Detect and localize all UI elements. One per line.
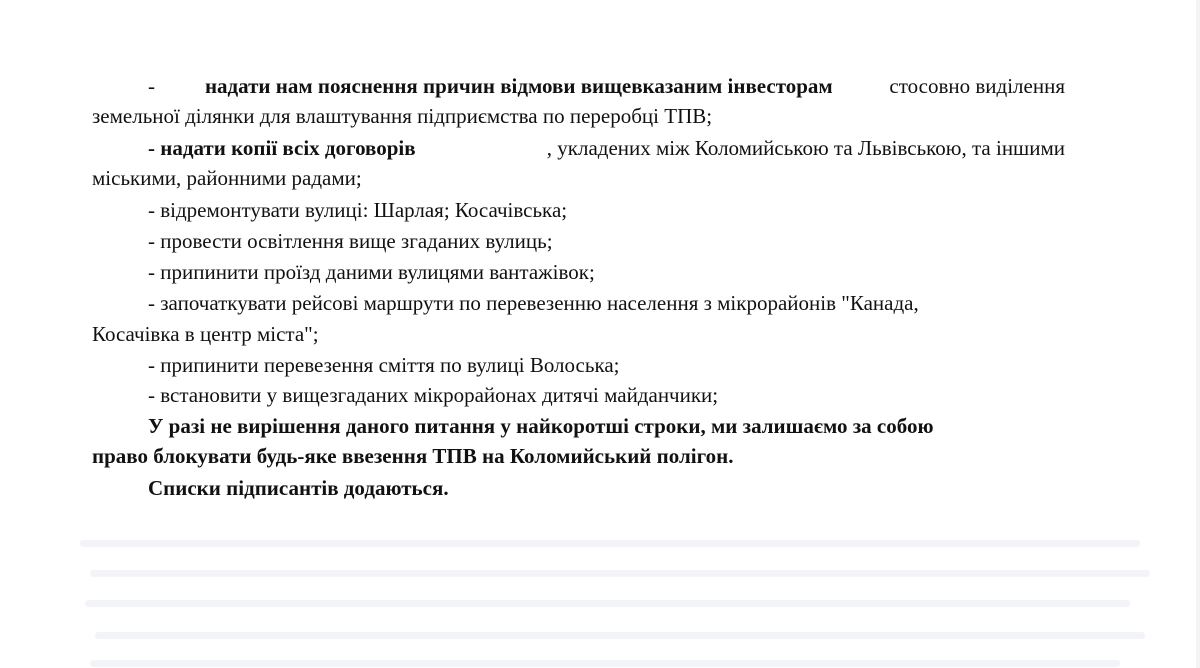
text-line-stop-trucks [148,259,595,285]
text-line-playgrounds [148,382,718,408]
text-line-blocking-right [92,443,733,469]
text-run-bold-request: надати нам пояснення причин відмови вищевказаним інвесторам [204,74,833,98]
text-line-warning [148,413,1065,439]
text-line-request-explanation [148,73,1065,99]
text-run: - відремонтувати вулиці: Шарлая; Косачівська; [148,198,568,222]
text-run-bold-contracts: - надати копії всіх договорів [148,136,416,160]
show-through-mark [95,632,1145,639]
text-run: - встановити у вищезгаданих мікрорайонах дитячі майданчики; [148,383,719,407]
text-run: - припинити проїзд даними вулицями вантажівок; [148,260,595,284]
text-run: - припинити перевезення сміття по вулиці Волоська; [148,353,620,377]
text-line-street-lighting [148,228,553,254]
text-line-request-contracts [148,135,1065,161]
text-line-bus-routes [148,290,1065,316]
text-line-councils [92,165,362,191]
text-line-signatories [148,475,449,501]
show-through-mark [85,600,1130,607]
text-run-continuation: стосовно виділення [889,74,1065,98]
text-run: - започаткувати рейсові маршрути по перевезенню населення з мікрорайонів "Канада, [148,291,919,315]
text-line-land-plot [92,103,712,129]
text-run: земельної ділянки для влаштування підприємства по переробці ТПВ; [92,104,713,128]
text-run-bold: У разі не вирішення даного питання у найкоротші строки, ми залишаємо за собою [148,414,934,438]
text-run: Косачівка в центр міста"; [92,322,319,346]
page-edge-shadow [1196,0,1200,668]
text-run-continuation: , укладених між Коломийською та Львівською, та іншими [546,136,1065,160]
text-run: - провести освітлення вище згаданих вулиць; [148,229,553,253]
show-through-mark [90,660,1120,667]
text-run: міськими, районними радами; [92,166,362,190]
show-through-mark [90,570,1150,577]
text-line-repair-streets [148,197,567,223]
show-through-mark [80,540,1140,547]
text-line-city-center [92,321,319,347]
text-run-dash: - [148,74,161,98]
text-run-bold: право блокувати будь-яке ввезення ТПВ на Коломийський полігон. [92,444,734,468]
text-line-stop-garbage [148,352,620,378]
text-run-bold: Списки підписантів додаються. [148,476,449,500]
